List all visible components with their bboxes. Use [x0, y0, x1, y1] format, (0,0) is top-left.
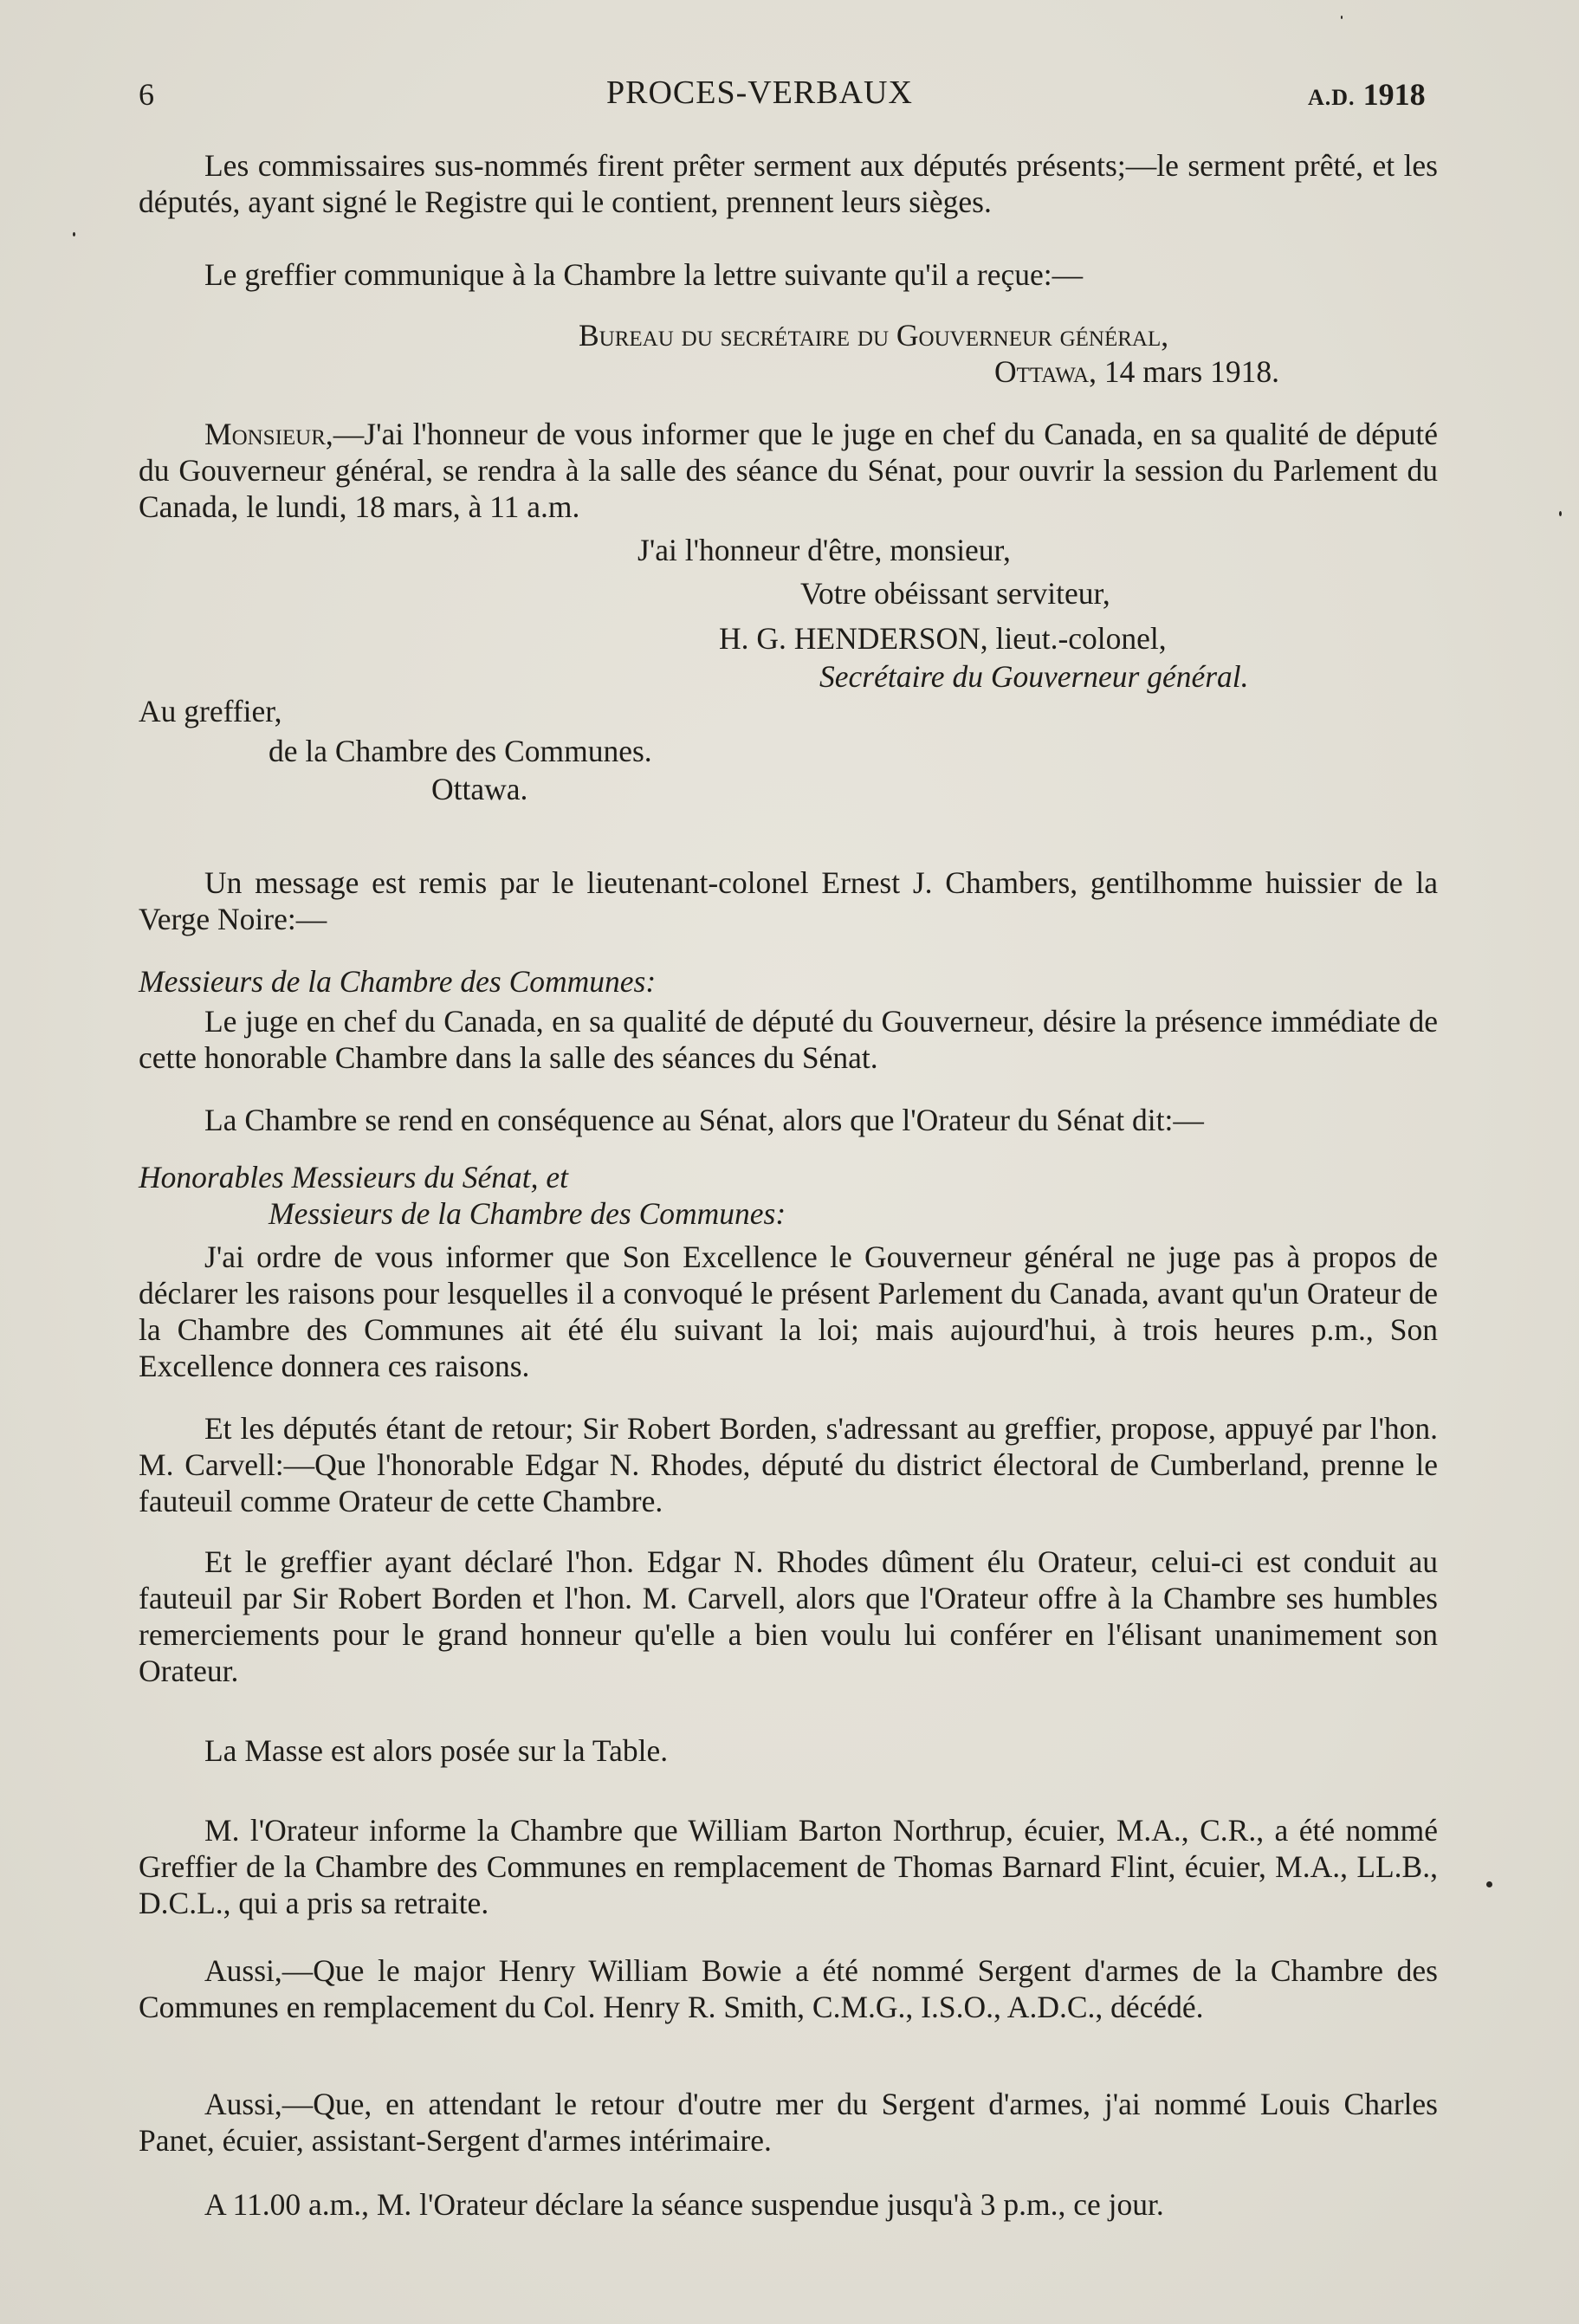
letter-signature: H. G. HENDERSON, lieut.-colonel,: [719, 621, 1167, 656]
letter-salutation: Monsieur,: [204, 417, 333, 451]
header-year: [1308, 76, 1426, 116]
letter-address-1: Au greffier,: [139, 694, 282, 728]
oath-paragraph: Les commissaires sus-nommés firent prêter serment aux députés présents;—le serment prêté, et les députés, ayant signé le Registre qui le contient, prennent leurs sièges.: [139, 148, 1438, 219]
adjourn-paragraph: A 11.00 a.m., M. l'Orateur déclare la séance suspendue jusqu'à 3 p.m., ce jour.: [204, 2187, 1164, 2222]
page-number: 6: [139, 77, 154, 112]
year-value: 1918: [1362, 77, 1426, 112]
letter-city: Ottawa,: [994, 354, 1097, 389]
masse-paragraph: La Masse est alors posée sur la Table.: [204, 1733, 669, 1768]
scan-speck: [1486, 1881, 1492, 1887]
panet-paragraph: Aussi,—Que, en attendant le retour d'outre mer du Sergent d'armes, j'ai nommé Louis Charles Panet, écuier, assistant-Sergent d'armes intérimaire.: [139, 2087, 1438, 2158]
scan-speck: [1559, 511, 1562, 516]
letter-date: 14 mars 1918.: [1103, 354, 1279, 389]
borden-paragraph: Et les députés étant de retour; Sir Robert Borden, s'adressant au greffier, propose, appuyé par l'hon. M. Carvell:—Que l'honorable Edgar N. Rhodes, député du district électoral de Cumberland, prenne le fauteuil comme Orateur de cette Chambre.: [139, 1411, 1438, 1518]
year-prefix: A.D.: [1308, 85, 1356, 110]
address-senate-2: Messieurs de la Chambre des Communes:: [269, 1196, 786, 1231]
letter-office: Bureau du secrétaire du Gouverneur général,: [579, 318, 1169, 353]
rhodes-paragraph: Et le greffier ayant déclaré l'hon. Edgar N. Rhodes dûment élu Orateur, celui-ci est conduit au fauteuil par Sir Robert Borden et l'hon. M. Carvell, alors que l'Orateur offre à la Chambre ses humbles remerciements pour le grand honneur qu'elle a bien voulu lui conférer en l'élisant unanimement son Orateur.: [139, 1544, 1438, 1688]
letter-address-3: Ottawa.: [431, 772, 528, 806]
message-body: Le juge en chef du Canada, en sa qualité de député du Gouverneur, désire la présence immédiate de cette honorable Chambre dans la salle des séances du Sénat.: [139, 1004, 1438, 1075]
running-title: PROCES-VERBAUX: [606, 74, 913, 111]
speech-paragraph: J'ai ordre de vous informer que Son Excellence le Gouverneur général ne juge pas à propos de déclarer les raisons pour lesquelles il a convoqué le présent Parlement du Canada, avant qu'un Orateur de la Chambre des Communes ait été élu suivant la loi; mais aujourd'hui, à trois heures p.m., Son Excellence donnera ces raisons.: [139, 1240, 1438, 1383]
letter-address-2: de la Chambre des Communes.: [269, 734, 652, 768]
address-commons: Messieurs de la Chambre des Communes:: [139, 964, 657, 999]
northrup-paragraph: M. l'Orateur informe la Chambre que William Barton Northrup, écuier, M.A., C.R., a été nommé Greffier de la Chambre des Communes en remplacement de Thomas Barnard Flint, écuier, M.A., LL.B., D.C.L., qui a pris sa retraite.: [139, 1813, 1438, 1920]
scan-speck: [73, 232, 75, 236]
letter-body-text: —J'ai l'honneur de vous informer que le juge en chef du Canada, en sa qualité de député du Gouverneur général, se rendra à la salle des séance du Sénat, pour ouvrir la session du Parlement du Canada, le lundi, 18 mars, à 11 a.m.: [139, 417, 1438, 524]
letter-signature-title: Secrétaire du Gouverneur général.: [819, 659, 1249, 694]
letter-closing-2: Votre obéissant serviteur,: [800, 576, 1110, 611]
message-intro: Un message est remis par le lieutenant-colonel Ernest J. Chambers, gentilhomme huissier de la Verge Noire:—: [139, 865, 1438, 936]
bowie-paragraph: Aussi,—Que le major Henry William Bowie a été nommé Sergent d'armes de la Chambre des Communes en remplacement du Col. Henry R. Smith, C.M.G., I.S.O., A.D.C., décédé.: [139, 1953, 1438, 2024]
address-senate-1: Honorables Messieurs du Sénat, et: [139, 1160, 568, 1194]
letter-dateline: [994, 353, 1279, 390]
letter-closing-1: J'ai l'honneur d'être, monsieur,: [637, 533, 1011, 567]
scan-speck: [1341, 16, 1343, 19]
letter-intro: Le greffier communique à la Chambre la lettre suivante qu'il a reçue:—: [204, 257, 1084, 292]
senate-paragraph: La Chambre se rend en conséquence au Sénat, alors que l'Orateur du Sénat dit:—: [204, 1103, 1204, 1137]
letter-body: [139, 416, 1438, 525]
